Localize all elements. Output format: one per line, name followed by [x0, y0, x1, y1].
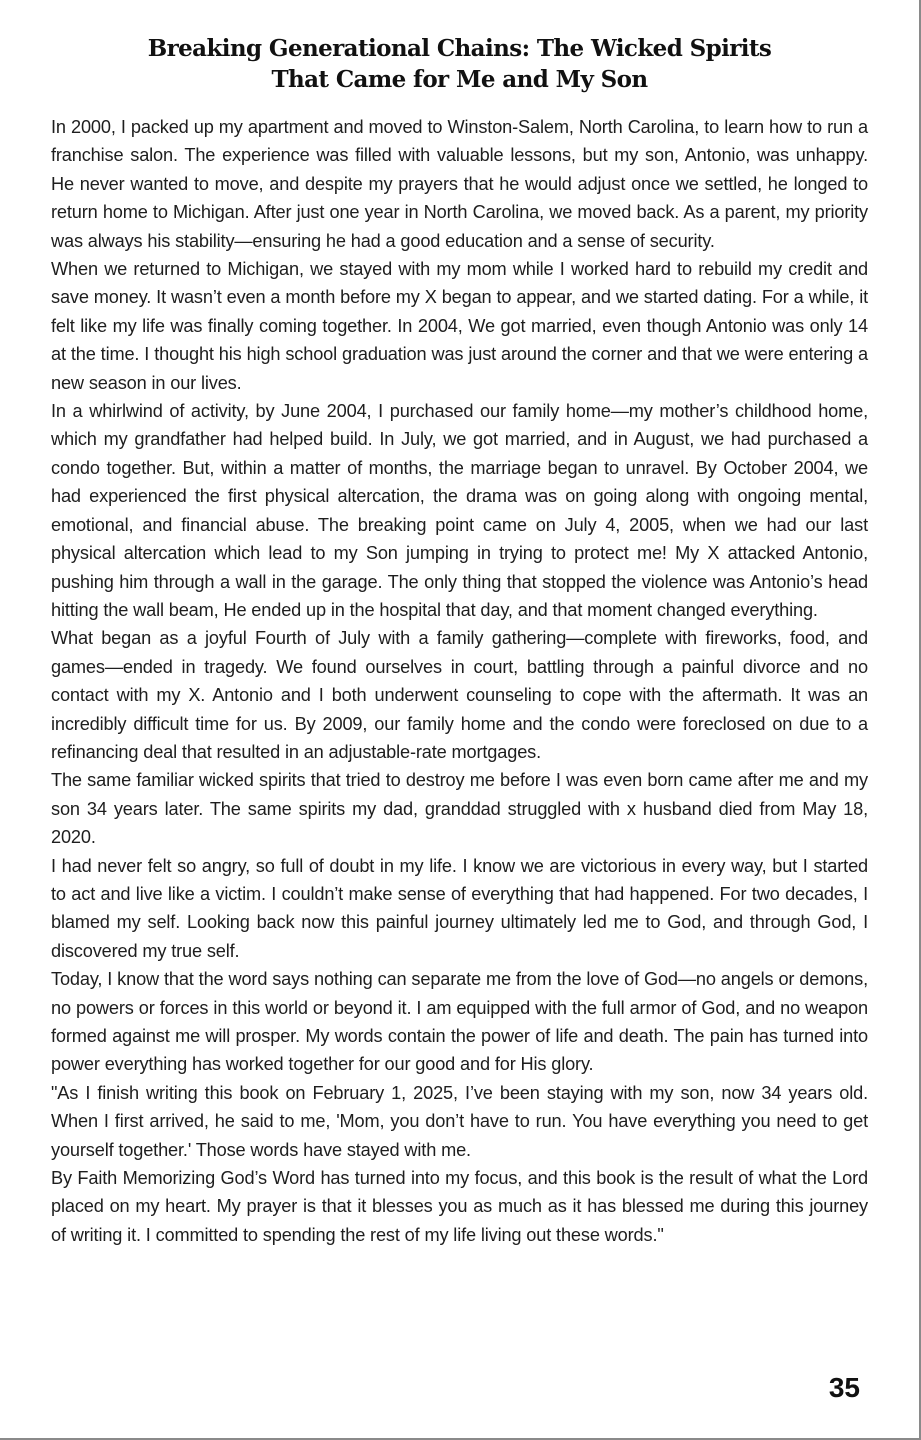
title-line-1: Breaking Generational Chains: The Wicked Spirits — [147, 35, 772, 63]
paragraph-love-of-god: Today, I know that the word says nothing can separate me from the love of God—no angels or demons, no powers or forces in this world or beyond it. I am equipped with the full armor of God, and no weapon formed against me will prosper. My words contain the power of life and death. The pain has turned into power everything has worked together for our good and for His glory. — [51, 969, 868, 1075]
paragraph-angry-and-doubt: I had never felt so angry, so full of doubt in my life. I know we are victorious in every way, but I started to act and live like a victim. I couldn’t make sense of everything that had happened. For two decades, I blamed my self. Looking back now this painful journey ultimately led me to God, and through God, I discovered my true self. — [51, 855, 868, 961]
page-number: 35 — [828, 1372, 860, 1403]
paragraph-whirlwind-of-activity: In a whirlwind of activity, by June 2004, I purchased our family home—my mother’s childhood home, which my grandfather had helped build. In July, we got married, and in August, we had purchased a condo together. But, within a matter of months, the marriage began to unravel. By October 2004, we had experienced the first physical altercation, the drama was on going along with ongoing mental, emotional, and financial abuse. The breaking point came on July 4, 2005, when we had our last physical altercation which lead to my Son jumping in trying to protect me! My X attacked Antonio, pushing him through a wall in the garage. The only thing that stopped the violence was Antonio’s head hitting the wall beam, He ended up in the hospital that day, and that moment changed everything. — [51, 401, 868, 620]
page-title — [0, 33, 919, 95]
paragraph-move-to-winston-salem: In 2000, I packed up my apartment and moved to Winston-Salem, North Carolina, to learn how to run a franchise salon. The experience was filled with valuable lessons, but my son, Antonio, was unhappy. He never wanted to move, and despite my prayers that he would adjust once we settled, he longed to return home to Michigan. After just one year in North Carolina, we moved back. As a parent, my priority was always his stability—ensuring he had a good education and a sense of security. — [51, 117, 868, 251]
paragraph-finish-writing: "As I finish writing this book on February 1, 2025, I’ve been staying with my son, now 34 years old. When I first arrived, he said to me, 'Mom, you don’t have to run. You have everything you need to get yourself together.' Those words have stayed with me. — [51, 1082, 868, 1160]
paragraph-return-to-michigan: When we returned to Michigan, we stayed with my mom while I worked hard to rebuild my credit and save money. It wasn’t even a month before my X began to appear, and we started dating. For a while, it felt like my life was finally coming together. In 2004, We got married, even though Antonio was only 14 at the time. I thought his high school graduation was just around the corner and that we were entering a new season in our lives. — [51, 259, 868, 393]
paragraph-by-faith: By Faith Memorizing God’s Word has turned into my focus, and this book is the result of what the Lord placed on my heart. My prayer is that it blesses you as much as it has blessed me during this journey of writing it. I committed to spending the rest of my life living out these words." — [51, 1168, 868, 1245]
title-line-2: That Came for Me and My Son — [271, 66, 648, 94]
paragraph-fourth-of-july: What began as a joyful Fourth of July with a family gathering—complete with fireworks, food, and games—ended in tragedy. We found ourselves in court, battling through a painful divorce and no contact with my X. Antonio and I both underwent counseling to cope with the aftermath. It was an incredibly difficult time for us. By 2009, our family home and the condo were foreclosed on due to a refinancing deal that resulted in an adjustable-rate mortgages. — [51, 628, 868, 762]
paragraph-wicked-spirits: The same familiar wicked spirits that tried to destroy me before I was even born came after me and my son 34 years later. The same spirits my dad, granddad struggled with x husband died from May 18, 2020. — [51, 770, 868, 848]
body-text — [51, 113, 868, 1249]
